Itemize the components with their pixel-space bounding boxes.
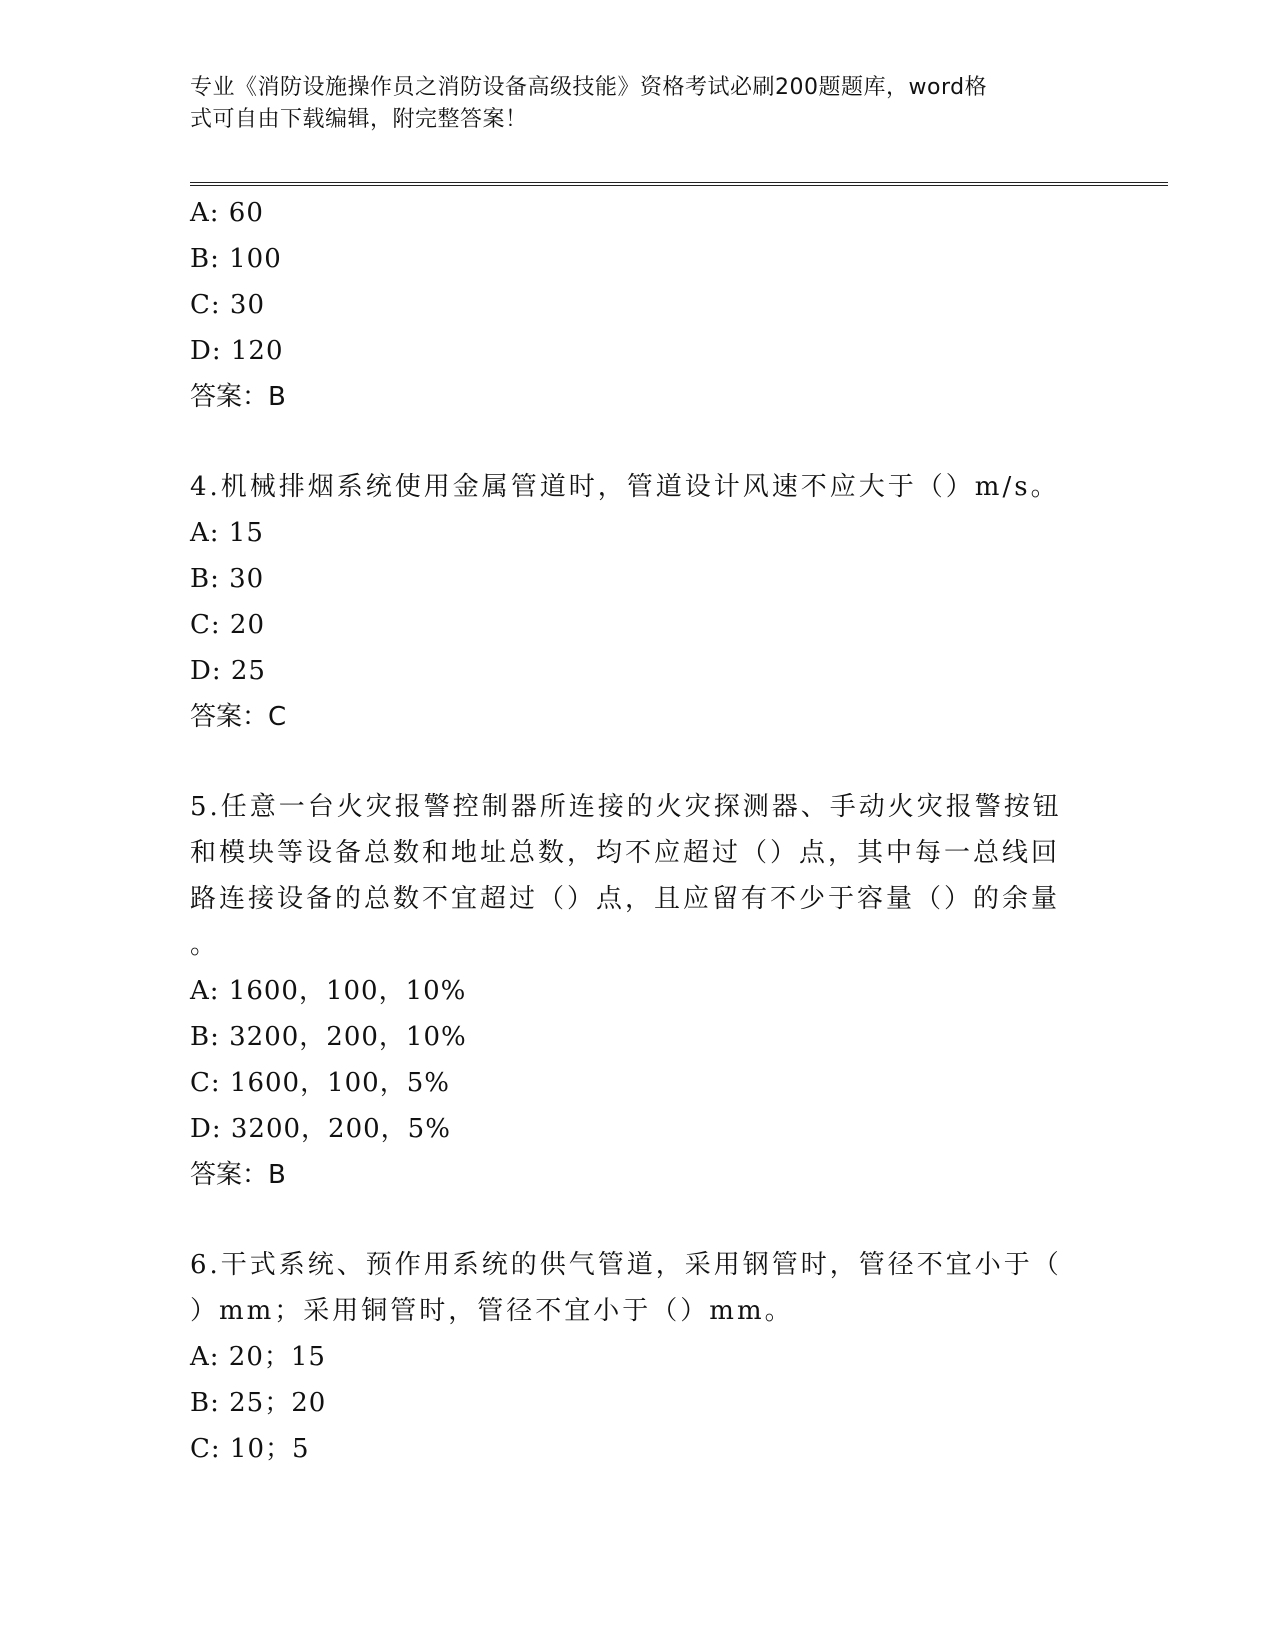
option-d: D: 120 xyxy=(190,336,284,366)
question-6 xyxy=(190,1242,1090,1472)
option-d: D: 25 xyxy=(190,656,266,686)
question-stem: 4.机械排烟系统使用金属管道时，管道设计风速不应大于（）m/s。 xyxy=(190,472,1060,502)
option-a: A: 60 xyxy=(190,198,264,228)
answer: 答案：B xyxy=(190,382,286,412)
option-a: A: 20；15 xyxy=(190,1342,326,1372)
option-c: C: 1600，100，5% xyxy=(190,1068,450,1098)
question-5 xyxy=(190,784,1090,1198)
option-b: B: 3200，200，10% xyxy=(190,1022,467,1052)
spacer xyxy=(190,740,1090,784)
option-a: A: 15 xyxy=(190,518,264,548)
option-b: B: 25；20 xyxy=(190,1388,327,1418)
option-c: C: 30 xyxy=(190,290,266,320)
question-stem-line-1: 5.任意一台火灾报警控制器所连接的火灾探测器、手动火灾报警按钮 xyxy=(190,792,1062,822)
header-title-line-1: 专业《消防设施操作员之消防设备高级技能》资格考试必刷200题题库，word格 xyxy=(190,75,988,100)
question-stem-line-3: 路连接设备的总数不宜超过（）点，且应留有不少于容量（）的余量 xyxy=(190,884,1061,914)
header-title-line-2: 式可自由下载编辑，附完整答案！ xyxy=(190,107,528,132)
option-c: C: 10；5 xyxy=(190,1434,310,1464)
header-divider xyxy=(190,182,1168,186)
answer: 答案：C xyxy=(190,702,287,732)
question-3 xyxy=(190,190,1090,420)
option-a: A: 1600，100，10% xyxy=(190,976,467,1006)
answer: 答案：B xyxy=(190,1160,286,1190)
question-4 xyxy=(190,464,1090,740)
question-stem-line-1: 6.干式系统、预作用系统的供气管道，采用钢管时，管径不宜小于（ xyxy=(190,1250,1062,1280)
question-stem-line-2: 和模块等设备总数和地址总数，均不应超过（）点，其中每一总线回 xyxy=(190,838,1061,868)
option-c: C: 20 xyxy=(190,610,266,640)
spacer xyxy=(190,1198,1090,1242)
spacer xyxy=(190,420,1090,464)
option-b: B: 30 xyxy=(190,564,265,594)
question-stem-line-4: 。 xyxy=(190,930,220,960)
document-header xyxy=(190,72,1090,136)
option-b: B: 100 xyxy=(190,244,282,274)
question-list xyxy=(190,190,1090,1472)
question-stem-line-2: ）mm；采用铜管时，管径不宜小于（）mm。 xyxy=(190,1296,794,1326)
option-d: D: 3200，200，5% xyxy=(190,1114,451,1144)
